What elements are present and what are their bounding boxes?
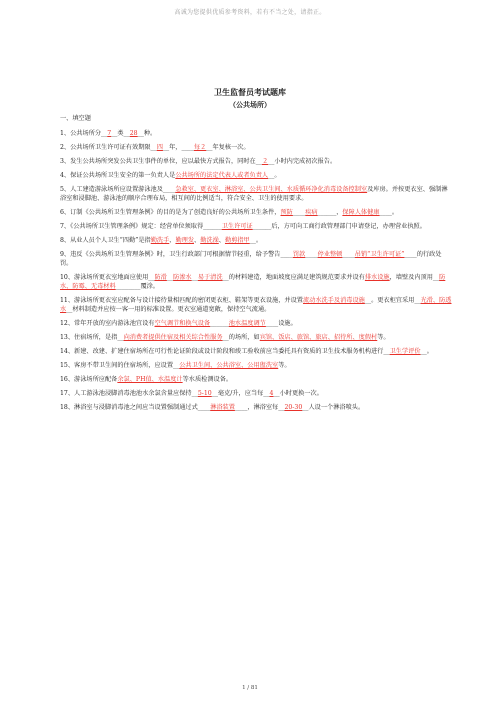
question-item — [60, 333, 452, 342]
answer-text: 防滑 — [154, 274, 167, 281]
question-text: __。更衣柜宜采用__ — [364, 297, 421, 304]
question-text: 18、淋浴室与浸脚消毒池之间应当设置强制通过式____ — [60, 404, 211, 411]
answer-text: 易于清洗 — [197, 274, 223, 281]
answer-text: 急救室、更衣室、淋浴室、公共卫生间、水质循环净化消毒设备控制室 — [175, 186, 368, 193]
answer-text: 向消费者提供住宿及相关综合性服务 — [123, 334, 223, 341]
question-text: __年复核一次。 — [206, 144, 250, 151]
answer-text: 公共卫生间、公共浴室、公用盥洗室 — [179, 362, 279, 369]
question-text: 3、发生公共场所突发公共卫生事件的单位，应以最快方式报告，同时在__ — [60, 158, 262, 165]
question-text: 11、游泳场所更衣室应配备与设计接待量相匹配的密闭更衣柜、鞋架等更衣设施，并设置 — [60, 297, 303, 304]
question-item — [60, 403, 452, 412]
question-text: __的材料建造，地面坡度应满足建筑规范要求并设有 — [222, 274, 365, 281]
question-text: ________覆涂。 — [115, 283, 159, 290]
question-item — [60, 273, 452, 291]
question-item — [60, 250, 452, 268]
question-item — [60, 347, 452, 356]
question-text: ______ — [210, 320, 229, 327]
question-text: __类__ — [111, 130, 130, 137]
question-text: 1、公共场所分__ — [60, 130, 108, 137]
answer-text: 勤洗澡 — [200, 237, 219, 244]
answer-text: 余氯、PH值、水温度计 — [117, 376, 183, 383]
question-text: __小时内完成初次报告。 — [268, 158, 337, 165]
answer-text: 勤洗手 — [150, 237, 170, 244]
answer-text: 勤理发 — [175, 237, 195, 244]
question-text: __。 — [268, 172, 281, 179]
answer-text: 预防 — [280, 209, 293, 216]
answer-text: 宾馆、饭店、旅馆、旅店、招待所、度假村 — [259, 334, 378, 341]
question-text: 及库房。并按更衣室、强制淋浴室和浸脚池、游泳池的顺序合理布局，相互间的比例适当，符合安全、卫生的使用要求。 — [60, 186, 448, 202]
question-text: 2、公共场所卫生许可证有效期限__ — [60, 144, 157, 151]
question-text: __。 — [249, 237, 263, 244]
question-item — [60, 222, 452, 231]
question-item — [60, 296, 452, 314]
answer-text: 疾病 — [305, 209, 318, 216]
question-text: __年，____ — [162, 144, 194, 151]
answer-text: 每２ — [193, 144, 207, 151]
answer-text: 吊销“卫生许可证” — [354, 251, 405, 258]
answer-text: 空气调节和换气设备 — [154, 320, 211, 327]
question-text: 等。 — [278, 362, 291, 369]
question-item — [60, 361, 452, 370]
document-title: 卫生监督员考试题库 — [214, 87, 286, 97]
answer-text: 4 — [269, 390, 274, 397]
answer-text: 池水温度调节 — [228, 320, 266, 327]
answer-text: 7 — [107, 130, 112, 137]
question-text: 16、游泳场所应配备 — [60, 376, 118, 383]
answer-text: 公共场所的法定代表人或者负责人 — [175, 172, 269, 179]
question-text: ______， — [317, 209, 343, 216]
answer-text: 四 — [156, 144, 163, 151]
question-item — [60, 171, 452, 180]
question-text: 8、从业人员个人卫生“四勤”是指 — [60, 237, 151, 244]
question-text: 12、常年开放的室内游泳池宜设有 — [60, 320, 155, 327]
question-text: 13、住宿场所，是指__ — [60, 334, 124, 341]
answer-text: 20-30 — [284, 404, 303, 411]
question-text: ____。 — [379, 209, 399, 216]
answer-text: 淋浴装置 — [210, 404, 235, 411]
question-text: 6、订制《公共场所卫生管理条例》的目的是为了创造良好的公共场所卫生条件， — [60, 209, 281, 216]
question-text: 4、保证公共场所卫生安全的第一负责人是 — [60, 172, 176, 179]
answer-text: 28 — [129, 130, 138, 137]
question-item — [60, 157, 452, 166]
page-number: 1 / 81 — [242, 685, 258, 691]
answer-text: 停业整顿 — [317, 251, 343, 258]
answer-text: ２ — [261, 158, 269, 165]
question-text: 、 — [169, 237, 176, 244]
answer-text: 卫生许可证 — [221, 223, 253, 230]
question-list — [60, 129, 452, 412]
answer-text: 保障人体健康 — [342, 209, 380, 216]
question-text: __ — [166, 274, 174, 281]
question-text: 5、人工建造游泳场所应设置游泳池及____ — [60, 186, 176, 193]
header-note: 高诚为您提供优质参考资料，若有不当之处，请指正。 — [174, 9, 326, 16]
answer-text: 罚款 — [292, 251, 306, 258]
question-text: ____ — [342, 251, 355, 258]
question-text: 17、人工游泳池浸脚消毒池池水余氯含量应保持__ — [60, 390, 198, 397]
section-heading: 一、填空题 — [60, 115, 91, 122]
question-text: __人设一个淋浴喷头。 — [302, 404, 365, 411]
question-text: 10、游泳场所更衣室地面应使用__ — [60, 274, 155, 281]
question-text: 14、新建、改建、扩建住宿场所在可行性论证阶段或设计阶段和竣工验收前应当委托具有资质的卫生技术服务机构进行__ — [60, 348, 390, 355]
question-text: 等。 — [377, 334, 390, 341]
question-item — [60, 389, 452, 398]
question-text: __毫克/升，应当每__ — [211, 390, 270, 397]
question-item — [60, 185, 452, 203]
answer-text: 光滑、防透水 — [60, 297, 452, 313]
question-text: ______后，方可向工商行政管理部门申请登记，办理营业执照。 — [252, 223, 426, 230]
answer-text: 排水设施 — [364, 274, 390, 281]
question-text: __种。 — [137, 130, 157, 137]
answer-text: 流动水洗手及消毒设施 — [303, 297, 365, 304]
question-item — [60, 319, 452, 328]
question-text: ____ — [305, 251, 318, 258]
question-text: ____的行政处罚。 — [60, 251, 442, 267]
question-text: ____ — [292, 209, 306, 216]
question-item — [60, 236, 452, 245]
question-text: __小时更换一次。 — [273, 390, 323, 397]
document-subtitle: （公共场所） — [229, 100, 271, 109]
question-text: ____设施。 — [265, 320, 297, 327]
document-body — [60, 114, 452, 417]
answer-text: 卫生学评价 — [389, 348, 421, 355]
question-text: ，墙壁及内顶用__ — [389, 274, 440, 281]
question-text: ____，淋浴室每__ — [234, 404, 285, 411]
question-item — [60, 375, 452, 384]
question-text: 等水质检测设备。 — [182, 376, 233, 383]
question-text: 、 — [194, 237, 201, 244]
question-item — [60, 208, 452, 217]
question-text: 、 — [218, 237, 225, 244]
question-text: 7、《公共场所卫生管理条例》规定：经营单位须取得______ — [60, 223, 222, 230]
question-text: 9、违反《公共场所卫生管理条例》时，卫生行政部门可根据情节轻重，给予警告____ — [60, 251, 293, 258]
question-item — [60, 129, 452, 138]
answer-text: 勤剪指甲 — [224, 237, 250, 244]
question-text: __的场所，如 — [222, 334, 260, 341]
answer-text: 5-10 — [197, 390, 212, 397]
question-text: __ — [191, 274, 198, 281]
question-text: __。 — [420, 348, 433, 355]
answer-text: 防渗水 — [173, 274, 192, 281]
question-text: 15、客房不带卫生间的住宿场所，应设置__ — [60, 362, 180, 369]
question-text: __材料制造并应按一客一用的标准设置。更衣室通道宽敞，保持空气流通。 — [66, 306, 271, 313]
question-item — [60, 143, 452, 152]
answer-text: 防水、防霉、无毒材料 — [60, 274, 446, 290]
